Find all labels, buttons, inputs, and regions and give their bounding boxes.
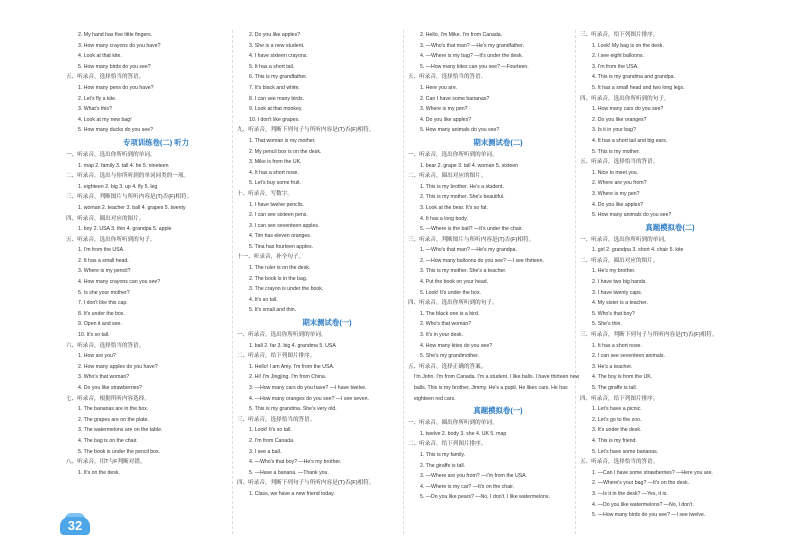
answer-line: 2. —How many balloons do you see? —I see thirteen. — [420, 257, 544, 264]
answer-line: 1. That woman is my mother. — [249, 137, 316, 144]
answer-line: 2. —Where's your bag? —It's on the desk. — [592, 480, 690, 487]
page-number-badge — [60, 513, 90, 535]
answer-line: 5. How many ducks do you see? — [78, 127, 153, 134]
section-heading: 四、听录音，给下列图片排序。 — [580, 395, 659, 402]
answer-line: 5. Let's buy some fruit. — [249, 180, 302, 187]
answer-line: 7. It's black and white. — [249, 84, 300, 91]
answer-line: 1. It's on the desk. — [78, 469, 120, 476]
test-title: 真题模拟卷(一) — [473, 406, 523, 416]
answer-line: 1. Nice to meet you. — [592, 169, 639, 176]
column-1 — [66, 30, 246, 478]
answer-line: 3. I see a ball. — [249, 448, 282, 455]
section-heading: 二、听录音，给下列图片排序。 — [237, 353, 316, 360]
answer-line: 9. Look at that monkey. — [249, 106, 303, 113]
answer-line: 2. I'm from Canada. — [249, 437, 295, 444]
answer-line: 1. Look! It's so tall. — [249, 427, 292, 434]
answer-line: 3. Look at the bear. It's so fat. — [420, 204, 488, 211]
answer-line: 1. boy 2. USA 3. thin 4. grandpa 5. apple — [78, 226, 172, 233]
answer-line: 4. Do you like apples? — [592, 201, 644, 208]
answer-line: 3. It's under the desk. — [592, 427, 642, 434]
answer-line: 5. How many animals do you see? — [592, 212, 672, 219]
answer-line: 4. —Do you like watermelons? —No, I don't. — [592, 501, 694, 508]
section-heading: 四、听录音，选出你所听到的句子。 — [580, 95, 670, 102]
section-heading: 三、听录音，判断图片与所听内容是(T)否(F)相符。 — [66, 194, 193, 201]
section-heading: 五、听录音，选择正确的答案。 — [408, 363, 487, 370]
answer-line: 3. Is it in your bag? — [592, 127, 636, 134]
answer-line: 1. How many pens do you have? — [78, 84, 154, 91]
section-heading: 七、听录音，根据所听内容选择。 — [66, 395, 150, 402]
answer-line: 5. Let's have some bananas. — [592, 448, 659, 455]
section-heading: 四、听录音，判断下列句子与所听内容是(T)否(F)相符。 — [237, 480, 375, 487]
answer-line: 5. —Have a banana. —Thank you. — [249, 469, 329, 476]
answer-line: 1. The black one is a bird. — [420, 310, 480, 317]
answer-line: 2. The book is in the bag. — [249, 275, 308, 282]
answer-line: 4. How many kites do you see? — [420, 342, 493, 349]
answer-line: 2. I can see sixteen pens. — [249, 212, 308, 219]
answer-line: 5. Look! It's under the box. — [420, 289, 481, 296]
answer-line: 8. I can see many birds. — [249, 95, 305, 102]
answer-line: 5. Is she your mother? — [78, 289, 130, 296]
passage-text: I'm John. I'm from Canada. I'm a student. I like balls. I have thirteen new balls. This is my brother, Jimmy. He's a pupil. He likes cars. He has eighteen red cars. — [414, 374, 580, 402]
answer-line: 4. The boy is from the UK. — [592, 374, 653, 381]
answer-line: 1. twelve 2. body 3. she 4. UK 5. map — [420, 430, 507, 437]
answer-line: 1. Let's have a picnic. — [592, 406, 642, 413]
section-heading: 三、听录音，选择恰当的答语。 — [237, 416, 316, 423]
answer-line: 3. Who's that woman? — [78, 374, 130, 381]
section-heading: 五、听录音，选择恰当的答语。 — [66, 74, 145, 81]
answer-line: 5. —Do you like pears? —No, I don't. I like watermelons. — [420, 494, 550, 501]
answer-line: 5. How many birds do you see? — [78, 63, 151, 70]
answer-line: 1. bear 2. grape 3. tall 4. woman 5. sixteen — [420, 162, 519, 169]
answer-line: 3. The watermelons are on the table. — [78, 427, 163, 434]
answer-line: 3. I have twenty caps. — [592, 289, 643, 296]
answer-line: 2. Can I have some bananas? — [420, 95, 490, 102]
answer-line: 5. —How many birds do you see? —I see twelve. — [592, 512, 706, 519]
answer-line: 1. How are you? — [78, 353, 116, 360]
answer-line: 10. I don't like grapes. — [249, 116, 300, 123]
answer-line: 4. This is my grandma and grandpa. — [592, 74, 675, 81]
answer-line: 3. She is a new student. — [249, 42, 305, 49]
section-heading: 五、听录音，选择恰当的答语。 — [408, 74, 487, 81]
answer-line: 1. ball 2. far 3. big 4. grandma 5. USA — [249, 342, 336, 349]
section-heading: 三、听录音，判断图片与所听内容是(T)否(F)相符。 — [408, 236, 535, 243]
answer-line: 4. —Where is my car? —It's on the chair. — [420, 483, 515, 490]
answer-line: 5. This is my mother. — [592, 148, 640, 155]
answer-line: 1. woman 2. teacher 3. ball 4. grapes 5. twenty — [78, 204, 186, 211]
answer-line: 4. Do you like apples? — [420, 116, 472, 123]
answer-line: 2. Where are you from? — [592, 180, 647, 187]
answer-line: 3. —Is it in the desk? —Yes, it is. — [592, 490, 668, 497]
answer-line: 1. Here you are. — [420, 84, 458, 91]
section-heading: 八、听录音，用T与F判断对错。 — [66, 459, 146, 466]
answer-line: 10. It's so tall. — [78, 332, 110, 339]
answer-line: 1. Class, we have a new friend today. — [249, 490, 335, 497]
section-heading: 三、听录音，判断下列句子与所听内容是(T)否(F)相符。 — [580, 332, 718, 339]
answer-line: 4. Put the book on your head. — [420, 279, 489, 286]
answer-line: 3. Where is my pen? — [592, 190, 640, 197]
answer-line: 2. The giraffe is tall. — [420, 462, 466, 469]
answer-line: 2. I see eight balloons. — [592, 53, 644, 60]
section-heading: 九、听录音，判断下列句子与所听内容是(T)否(F)相符。 — [237, 127, 375, 134]
column-3 — [408, 30, 588, 503]
answer-line: 3. —Who's that man? —He's my grandfather. — [420, 42, 525, 49]
answer-line: 1. How many cars do you see? — [592, 106, 664, 113]
answer-line: 2. Hi! I'm Jingjing. I'm from China. — [249, 374, 327, 381]
answer-line: 3. I can see seventeen apples. — [249, 222, 320, 229]
section-heading: 五、听录音，选择恰当的答语。 — [580, 459, 659, 466]
answer-line: 4. I have sixteen crayons. — [249, 53, 308, 60]
answer-line: 4. —Where is my bag? —It's under the desk. — [420, 53, 524, 60]
answer-line: 6. This is my grandfather. — [249, 74, 308, 81]
answer-line: 5. It's small and thin. — [249, 307, 297, 314]
answer-line: 1. The ruler is on the desk. — [249, 265, 311, 272]
answer-line: 1. This is my family. — [420, 451, 466, 458]
test-title: 期末测试卷(二) — [473, 137, 523, 147]
answer-line: 1. map 2. family 3. tall 4. he 5. nineteen — [78, 162, 169, 169]
answer-line: 3. He's a teacher. — [592, 363, 633, 370]
answer-line: 4. My sister is a teacher. — [592, 300, 648, 307]
answer-line: 5. —Where is the ball? —It's under the chair. — [420, 226, 523, 233]
answer-line: 5. This is my grandma. She's very old. — [249, 406, 337, 413]
section-heading: 十一、听录音，补全句子。 — [237, 254, 305, 261]
answer-line: 1. Look! My bag is on the desk. — [592, 42, 664, 49]
answer-line: 5. The giraffe is tall. — [592, 385, 638, 391]
answer-line: 2. My hand has five little fingers. — [78, 32, 153, 38]
section-heading: 四、听录音，选出你所听到的句子。 — [408, 300, 498, 307]
answer-line: 1. girl 2. grandpa 3. short 4. chair 5. kite — [592, 247, 684, 254]
answer-line: 5. She's thin. — [592, 321, 622, 328]
answer-line: 4. Look at that kite. — [78, 53, 122, 60]
test-title: 专项训练卷(二) 听力 — [122, 137, 190, 147]
answer-line: 4. Do you like strawberries? — [78, 385, 143, 391]
answer-line: 3. —How many cars do you have? —I have twelve. — [249, 385, 367, 391]
answer-line: 4. How many crayons can you see? — [78, 279, 161, 286]
answer-line: 1. The bananas are in the box. — [78, 406, 149, 413]
answer-line: 5. The book is under the pencil box. — [78, 448, 161, 455]
answer-line: 2. The grapes are on the plate. — [78, 416, 149, 423]
answer-line: 2. Do you like apples? — [249, 32, 301, 38]
answer-line: 4. It has a long body. — [420, 215, 468, 222]
answer-line: 2. My pencil box is on the desk. — [249, 148, 322, 155]
section-heading: 五、听录音，选择恰当的答语。 — [580, 159, 659, 166]
answer-line: 3. It's in your desk. — [420, 332, 464, 339]
answer-line: 5. She's my grandmother. — [420, 353, 479, 360]
section-heading: 二、听录音，圈出对应的图片。 — [580, 257, 659, 264]
answer-line: 1. —Who's that man? —He's my grandpa. — [420, 247, 517, 254]
answer-line: 2. This is my mother. She's beautiful. — [420, 194, 505, 201]
answer-line: 8. It's under the box. — [78, 310, 125, 317]
answer-line: 3. How many crayons do you have? — [78, 42, 161, 49]
answer-line: 4. It's so tall. — [249, 296, 278, 303]
answer-line: 5. Tina has fourteen apples. — [249, 243, 314, 250]
column-4 — [580, 30, 760, 521]
section-heading: 六、听录音，选择恰当的答语。 — [66, 342, 145, 349]
column-2 — [237, 30, 417, 500]
answer-line: 7. I don't like this cap. — [78, 300, 128, 307]
answer-line: 1. I'm from the USA. — [78, 247, 125, 254]
answer-line: 9. Open it and see. — [78, 321, 122, 328]
section-heading: 五、听录音，选出你所听到的句子。 — [66, 236, 156, 243]
answer-line: 5. It has a short tail. — [249, 63, 295, 70]
answer-line: 3. I'm from the USA. — [592, 63, 639, 70]
test-title: 期末测试卷(一) — [302, 318, 352, 328]
answer-line: 3. Where is my pencil? — [78, 268, 131, 275]
answer-line: 1. He's my brother. — [592, 268, 636, 275]
answer-line: 4. —How many oranges do you see? —I see seven. — [249, 395, 369, 402]
answer-line: 2. Let's fly a kite. — [78, 95, 117, 102]
section-heading: 一、听录音，选出你所听到的单词。 — [66, 151, 156, 158]
answer-line: 3. This is my mother. She's a teacher. — [420, 268, 507, 275]
answer-line: 1. I have twelve pencils. — [249, 201, 305, 208]
answer-line: 5. How many animals do you see? — [420, 127, 500, 134]
answer-line: 2. I have two big hands. — [592, 279, 647, 286]
answer-line: 5. Who's that boy? — [592, 310, 635, 317]
answer-line: 4. The bag is on the chair. — [78, 437, 138, 444]
answer-line: 3. Mike is from the UK. — [249, 159, 302, 166]
answer-line: 2. Do you like oranges? — [592, 116, 647, 123]
answer-line: 3. Where is my pen? — [420, 106, 468, 113]
answer-line: 1. This is my brother. He's a student. — [420, 183, 504, 190]
answer-line: 3. What's this? — [78, 106, 112, 113]
section-heading: 四、听录音，圈出对应的图片。 — [66, 215, 145, 222]
section-heading: 一、听录音，选出你所听到的单词。 — [237, 332, 327, 339]
answer-line: 2. How many apples do you have? — [78, 363, 158, 370]
answer-line: 4. It has a short nose. — [249, 169, 299, 176]
answer-line: 3. —Where are you from? —I'm from the USA. — [420, 473, 528, 480]
section-heading: 一、听录音，选出你所听到的单词。 — [408, 151, 498, 158]
test-title: 真题模拟卷(二) — [645, 222, 695, 232]
answer-line: 2. I can see seventeen animals. — [592, 353, 665, 360]
answer-line: 1. It has a short nose. — [592, 342, 642, 349]
page-number: 32 — [67, 518, 83, 533]
answer-line: 2. Let's go to the zoo. — [592, 416, 642, 423]
answer-line: 4. Tim has eleven oranges. — [249, 233, 312, 240]
section-heading: 三、听录音，给下列图片排序。 — [580, 32, 659, 38]
section-heading: 二、听录音，选出与你所听到的单词同类的一项。 — [66, 173, 190, 180]
section-heading: 十、听录音，写数字。 — [237, 190, 293, 197]
answer-line: 5. —How many kites can you see? —Fourteen. — [420, 63, 529, 70]
section-heading: 二、听录音，圈出对应的图片。 — [408, 173, 487, 180]
answer-line: 4. —Who's that boy? —He's my brother. — [249, 459, 342, 466]
answer-line: 3. The crayon is under the book. — [249, 286, 324, 293]
answer-line: 4. It has a short tail and big ears. — [592, 137, 668, 144]
answer-line: 4. This is my friend. — [592, 437, 637, 444]
answer-line: 2. Who's that woman? — [420, 321, 472, 328]
answer-line: 4. Look at my new bag! — [78, 116, 132, 123]
section-heading: 一、听录音，圈出你所听到的单词。 — [408, 420, 498, 427]
answer-line: 1. eighteen 2. big 3. up 4. fly 5. leg — [78, 183, 158, 190]
section-heading: 一、听录音，选出你所听到的单词。 — [580, 236, 670, 243]
section-heading: 二、听录音，给下列图片排序。 — [408, 441, 487, 448]
answer-line: 5. It has a small head and two long legs. — [592, 84, 685, 91]
answer-line: 1. —Can I have some strawberries? —Here you are. — [592, 469, 713, 476]
answer-line: 2. It has a small head. — [78, 257, 129, 264]
answer-line: 1. Hello! I am Amy. I'm from the USA. — [249, 363, 335, 370]
answer-line: 2. Hello, I'm Mike. I'm from Canada. — [420, 32, 503, 38]
